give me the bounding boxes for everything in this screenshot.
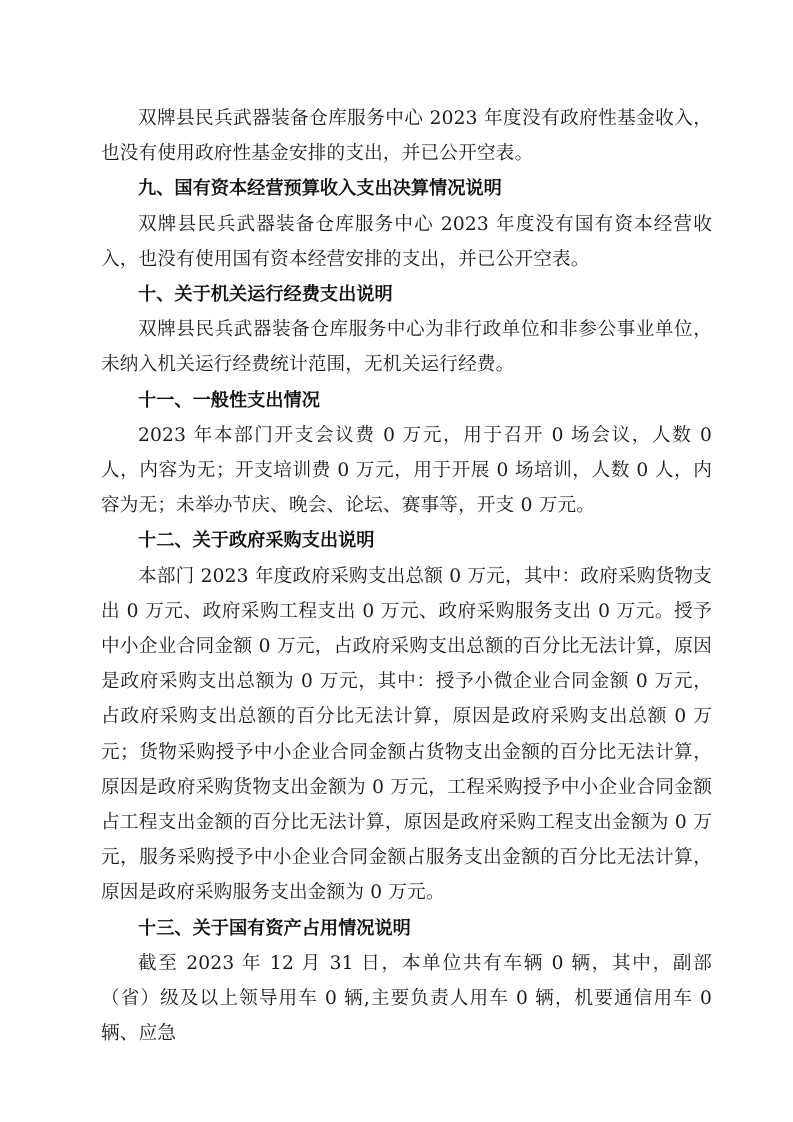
paragraph-government-fund: 双牌县民兵武器装备仓库服务中心 2023 年度没有政府性基金收入，也没有使用政府性基金安排的支出，并已公开空表。 bbox=[101, 108, 712, 165]
paragraph-state-capital: 双牌县民兵武器装备仓库服务中心 2023 年度没有国有资本经营收入，也没有使用国有资本经营安排的支出，并已公开空表。 bbox=[101, 213, 712, 270]
paragraph-operating-expenses: 双牌县民兵武器装备仓库服务中心为非行政单位和非参公事业单位，未纳入机关运行经费统计范围，无机关运行经费。 bbox=[101, 319, 712, 376]
heading-section-10: 十、关于机关运行经费支出说明 bbox=[138, 284, 393, 306]
heading-section-13: 十三、关于国有资产占用情况说明 bbox=[138, 917, 411, 939]
paragraph-procurement: 本部门 2023 年度政府采购支出总额 0 万元，其中：政府采购货物支出 0 万元、政府采购工程支出 0 万元、政府采购服务支出 0 万元。授予中小企业合同金额 0 万元，占政府采购支出总额的百分比无法计算，原因是政府采购支出总额为 0 万元，其中：授予小微企业合同金额 0 万元，占政府采购支出总额的百分比无法计算，原因是政府采购支出总额 0 万元；货物采购授予中小企业合同金额占货物支出金额的百分比无法计算，原因是政府采购货物支出金额为 0 万元，工程采购授予中小企业合同金额占工程支出金额的百分比无法计算，原因是政府采购工程支出金额为 0 万元，服务采购授予中小企业合同金额占服务支出金额的百分比无法计算，原因是政府采购服务支出金额为 0 万元。 bbox=[101, 565, 712, 904]
document-page bbox=[101, 101, 712, 1051]
paragraph-general-expenses: 2023 年本部门开支会议费 0 万元，用于召开 0 场会议，人数 0 人，内容为无；开支培训费 0 万元，用于开展 0 场培训，人数 0 人，内容为无；未举办节庆、晚会、论坛、赛事等，开支 0 万元。 bbox=[101, 424, 712, 517]
heading-section-12: 十二、关于政府采购支出说明 bbox=[138, 530, 375, 552]
paragraph-state-assets: 截至 2023 年 12 月 31 日，本单位共有车辆 0 辆，其中，副部（省）级及以上领导用车 0 辆,主要负责人用车 0 辆，机要通信用车 0 辆、应急 bbox=[101, 952, 712, 1045]
heading-section-11: 十一、一般性支出情况 bbox=[138, 389, 320, 411]
heading-section-9: 九、国有资本经营预算收入支出决算情况说明 bbox=[138, 178, 502, 200]
